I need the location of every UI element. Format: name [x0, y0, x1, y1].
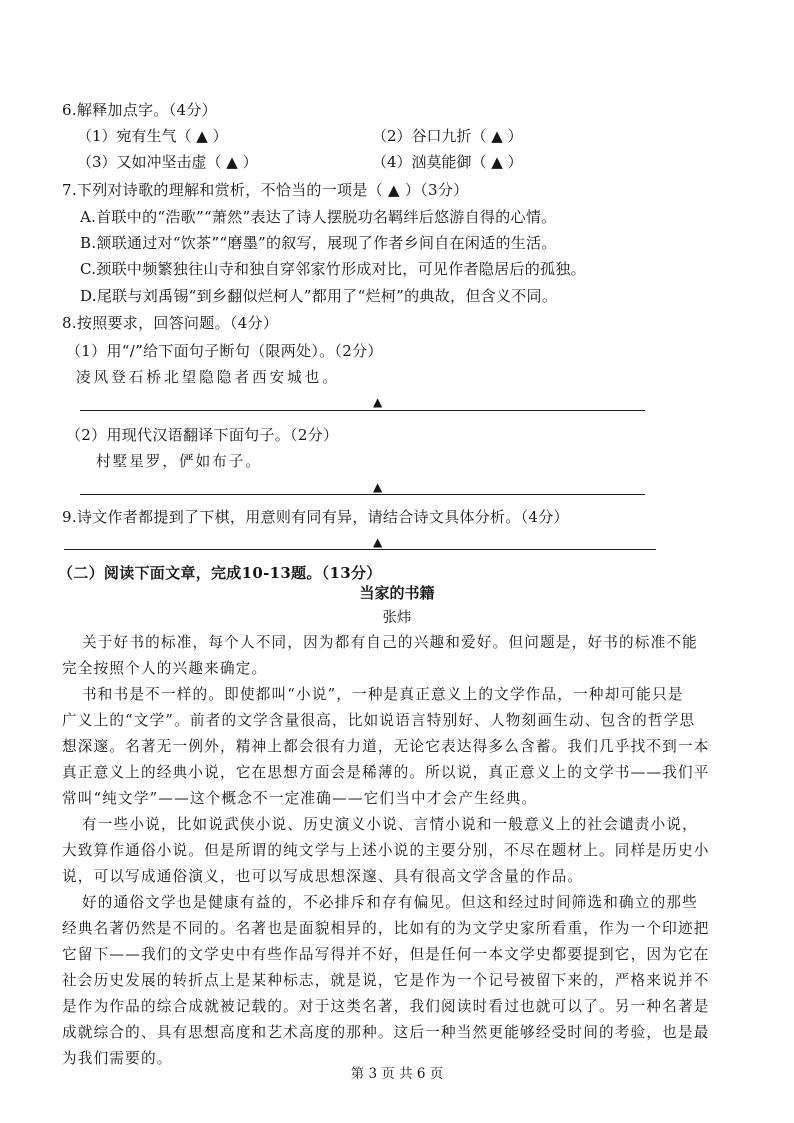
article-line: 经典名著仍然是不同的。名著也是面貌相异的，比如有的为文学史家所看重，作为一个印迹把: [62, 920, 710, 937]
article-line: 关于好书的标准，每个人不同，因为都有自己的兴趣和爱好。但问题是，好书的标准不能: [82, 634, 698, 651]
answer-line[interactable]: [80, 410, 645, 411]
q7-option-d: D.尾联与刘禹锡“到乡翻似烂柯人”都用了“烂柯”的典故，但含义不同。: [80, 287, 558, 305]
q6-item-3: （3）又如冲坚击虚（ ▲ ）: [77, 153, 258, 171]
article-title: 当家的书籍: [359, 584, 435, 602]
answer-line[interactable]: [80, 494, 645, 495]
article-line: 是作为作品的综合成就被记载的。对于这类名著，我们阅读时看过也就可以了。另一种名著是: [62, 998, 710, 1015]
article-line: 有一些小说，比如说武侠小说、历史演义小说、言情小说和一般意义上的社会谴责小说，: [82, 816, 698, 833]
answer-mark: ▲: [373, 535, 383, 549]
q8-stem: 8.按照要求，回答问题。（4分）: [62, 314, 279, 332]
q8-sub2-text: 村墅星罗，俨如布子。: [96, 453, 262, 470]
answer-line[interactable]: [64, 549, 656, 550]
article-line: 它留下——我们的文学史中有些作品写得并不好，但是任何一本文学史都要提到它，因为它在: [62, 946, 710, 963]
q6-item-4: （4）汹莫能御（ ▲ ）: [372, 153, 523, 171]
article-line: 成就综合的、具有思想高度和艺术高度的那种。这后一种当然更能够经受时间的考验，也是最: [62, 1024, 710, 1041]
article-line: 常叫“纯文学”——这个概念不一定准确——它们当中才会产生经典。: [62, 790, 538, 807]
article-line: 书和书是不一样的。即使都叫“小说”，一种是真正意义上的文学作品，一种却可能只是: [82, 686, 684, 703]
article-author: 张炜: [382, 610, 412, 626]
q7-option-c: C.颈联中频繁独往山寺和独自穿邻家竹形成对比，可见作者隐居后的孤独。: [80, 260, 586, 278]
article-line: 社会历史发展的转折点上是某种标志，就是说，它是作为一个记号被留下来的，严格来说并不: [62, 972, 710, 989]
article-line: 为我们需要的。: [62, 1050, 173, 1067]
article-line: 大致算作通俗小说。但是所谓的纯文学与上述小说的主要分别，不尽在题材上。同样是历史小: [62, 842, 710, 859]
answer-mark: ▲: [373, 480, 383, 494]
q9-stem: 9.诗文作者都提到了下棋，用意则有同有异，请结合诗文具体分析。（4分）: [62, 508, 569, 526]
q6-item-1: （1）宛有生气（ ▲ ）: [77, 127, 228, 145]
article-line: 想深邃。名著无一例外，精神上都会很有力道，无论它表达得多么含蓄。我们几乎找不到一本: [62, 738, 710, 755]
q7-option-b: B.颔联通过对“饮茶”“磨墨”的叙写，展现了作者乡间自在闲适的生活。: [80, 234, 557, 252]
q6-item-2: （2）谷口九折（ ▲ ）: [372, 127, 523, 145]
q8-sub2-stem: （2）用现代汉语翻译下面句子。（2分）: [66, 426, 339, 444]
section2-header: （二）阅读下面文章，完成10-13题。（13分）: [58, 564, 382, 582]
article-line: 说，可以写成通俗演义，也可以写成思想深邃、具有很高文学含量的作品。: [62, 868, 584, 885]
q8-sub1-text: 凌风登石桥北望隐隐者西安城也。: [76, 369, 340, 386]
article-line: 完全按照个人的兴趣来确定。: [62, 660, 268, 677]
article-line: 真正意义上的经典小说，它在思想方面会是稀薄的。所以说，真正意义上的文学书——我们平: [62, 764, 710, 781]
q7-stem: 7.下列对诗歌的理解和赏析，不恰当的一项是（ ▲ ）（3分）: [62, 181, 469, 199]
article-line: 好的通俗文学也是健康有益的，不必排斥和存有偏见。但这和经过时间筛选和确立的那些: [82, 894, 698, 911]
article-line: 广义上的“文学”。前者的文学含量很高，比如说语言特别好、人物刻画生动、包含的哲学思: [62, 712, 696, 729]
page-footer: 第 3 页 共 6 页: [350, 1066, 444, 1082]
answer-mark: ▲: [373, 395, 383, 409]
q8-sub1-stem: （1）用“/”给下面句子断句（限两处）。（2分）: [66, 342, 383, 360]
q7-option-a: A.首联中的“浩歌”“萧然”表达了诗人摆脱功名羁绊后悠游自得的心情。: [80, 208, 557, 226]
q6-stem: 6.解释加点字。（4分）: [62, 101, 217, 119]
